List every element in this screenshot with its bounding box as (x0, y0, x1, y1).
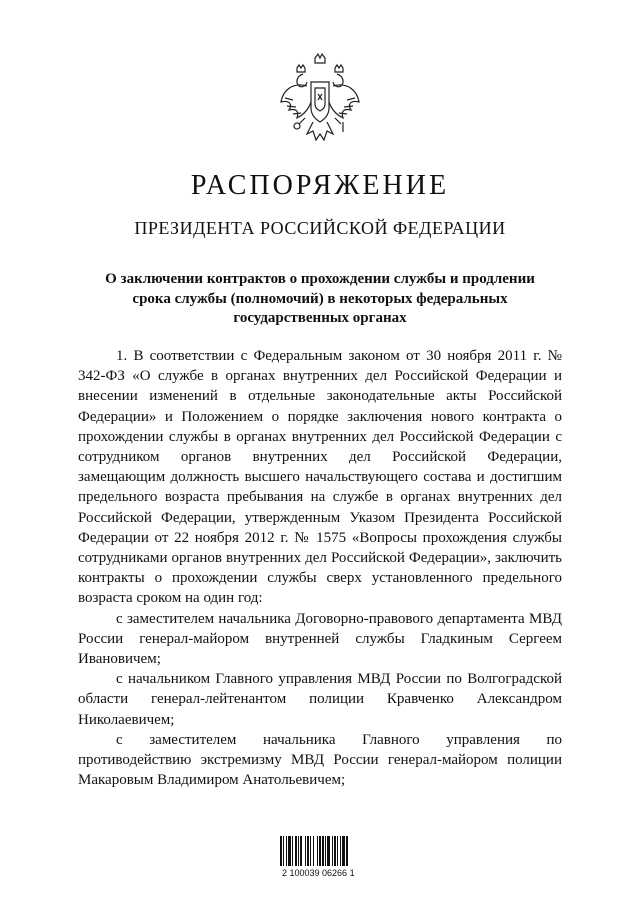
barcode-number: 2 100039 06266 1 (282, 868, 355, 878)
body-paragraph: с начальником Главного управления МВД России по Волгоградской области генерал-лейтенантом полиции Кравченко Александром Николаевичем; (78, 671, 562, 728)
body-paragraph: с заместителем начальника Договорно-правового департамента МВД России генерал-майором внутренней службы Гладкиным Сергеем Ивановичем; (78, 610, 562, 668)
document-type-heading: РАСПОРЯЖЕНИЕ (190, 170, 450, 201)
document-title: О заключении контрактов о прохождении службы и продлении срока службы (полномочий) в некоторых федеральных государственных органах (105, 271, 535, 326)
russian-coat-of-arms-icon (275, 52, 365, 152)
body-paragraph: 1. В соответствии с Федеральным законом от 30 ноября 2011 г. № 342-ФЗ «О службе в органах внутренних дел Российской Федерации и внесении изменений в отдельные законодательные акты Российской Федерации» и Положением о порядке заключения нового контракта о прохождении службы в органах внутренних дел Российской Федерации с сотрудником органов внутренних дел Российской Федерации, замещающим должность высшего начальствующего состава и достигшим предельного возраста пребывания на службе в органах внутренних дел Российской Федерации, утвержденным Указом Президента Российской Федерации от 22 ноября 2012 г. № 1575 «Вопросы прохождения службы сотрудниками органов внутренних дел Российской Федерации», заключить контракты о прохождении службы сверх установленного предельного возраста сроком на один год: (78, 348, 562, 607)
document-issuer-heading: ПРЕЗИДЕНТА РОССИЙСКОЙ ФЕДЕРАЦИИ (134, 218, 506, 238)
body-paragraph: с заместителем начальника Главного управления по противодействию экстремизму МВД России генерал-майором полиции Макаровым Владимиром Анатольевичем; (78, 731, 562, 789)
document-body (78, 346, 562, 790)
